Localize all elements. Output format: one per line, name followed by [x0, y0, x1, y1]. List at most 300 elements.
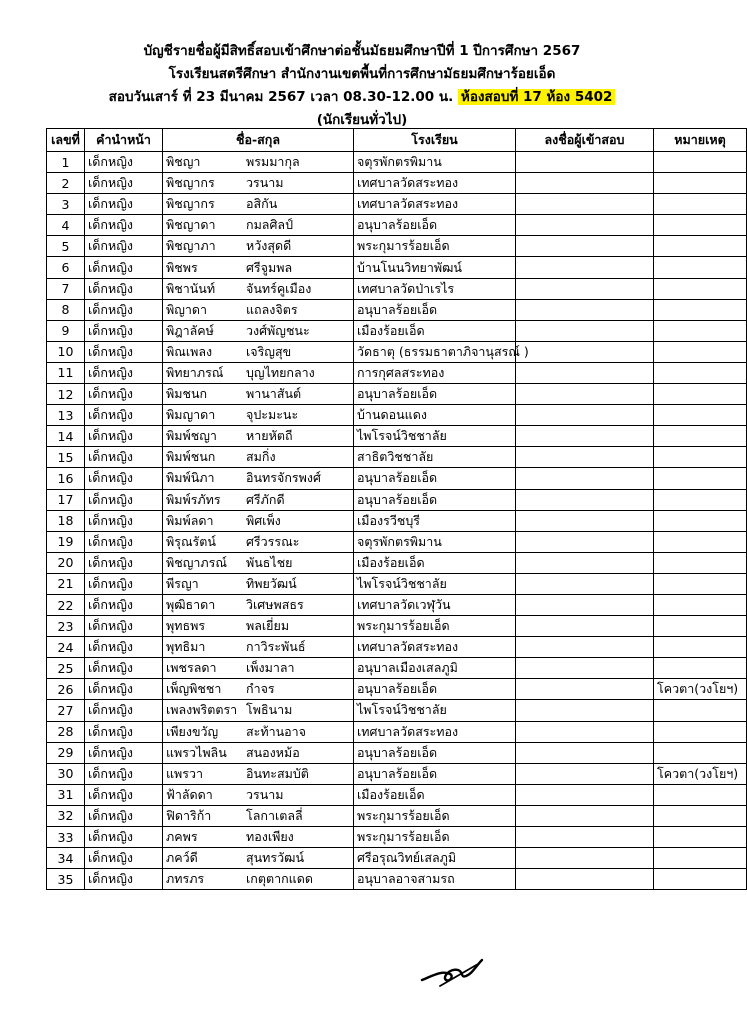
row-prefix: เด็กหญิง	[85, 320, 163, 341]
last-name: อสิกัน	[246, 196, 278, 212]
row-prefix: เด็กหญิง	[85, 489, 163, 510]
row-signature	[516, 827, 654, 848]
table-row	[47, 637, 747, 658]
row-school: เมืองร้อยเอ็ด	[354, 552, 516, 573]
row-signature	[516, 384, 654, 405]
row-prefix: เด็กหญิง	[85, 869, 163, 890]
row-prefix: เด็กหญิง	[85, 510, 163, 531]
row-school: อนุบาลร้อยเอ็ด	[354, 679, 516, 700]
last-name: เพ็งมาลา	[246, 660, 295, 676]
table-row	[47, 721, 747, 742]
table-row	[47, 552, 747, 573]
row-school: จตุรพักตรพิมาน	[354, 531, 516, 552]
row-number: 3	[47, 194, 85, 215]
row-school: เทศบาลวัดเวฬุวัน	[354, 594, 516, 615]
row-prefix: เด็กหญิง	[85, 152, 163, 173]
first-name: ฟิดาริก้า	[166, 807, 212, 823]
row-prefix: เด็กหญิง	[85, 173, 163, 194]
first-name: ภคว์ดี	[166, 850, 198, 866]
row-prefix: เด็กหญิง	[85, 362, 163, 383]
first-name: เพียงขวัญ	[166, 723, 219, 739]
table-row	[47, 215, 747, 236]
row-remarks	[654, 320, 747, 341]
row-number: 20	[47, 552, 85, 573]
first-name: ภคพร	[166, 829, 198, 845]
first-name: พิชานันท์	[166, 280, 216, 296]
row-number: 4	[47, 215, 85, 236]
row-remarks	[654, 152, 747, 173]
row-name	[163, 827, 354, 848]
row-remarks	[654, 278, 747, 299]
row-number: 16	[47, 468, 85, 489]
last-name: ศรีจูมพล	[246, 259, 293, 275]
table-row	[47, 405, 747, 426]
row-school: สาธิตวิชชาลัย	[354, 447, 516, 468]
row-signature	[516, 637, 654, 658]
exam-date: สอบวันเสาร์ ที่ 23 มีนาคม 2567 เวลา 08.30-12.00 น.	[108, 89, 454, 105]
first-name: พุทธพร	[166, 618, 206, 634]
row-number: 35	[47, 869, 85, 890]
header-prefix: คำนำหน้า	[85, 129, 163, 152]
row-name	[163, 763, 354, 784]
row-name	[163, 384, 354, 405]
row-prefix: เด็กหญิง	[85, 679, 163, 700]
row-prefix: เด็กหญิง	[85, 784, 163, 805]
row-signature	[516, 531, 654, 552]
row-number: 2	[47, 173, 85, 194]
row-school: พระกุมารร้อยเอ็ด	[354, 805, 516, 826]
row-signature	[516, 299, 654, 320]
row-number: 22	[47, 594, 85, 615]
row-number: 17	[47, 489, 85, 510]
row-signature	[516, 405, 654, 426]
first-name: พิชญาภรณ์	[166, 554, 227, 570]
last-name: โลกาเตลลี่	[246, 807, 303, 823]
row-signature	[516, 257, 654, 278]
row-number: 19	[47, 531, 85, 552]
row-prefix: เด็กหญิง	[85, 552, 163, 573]
row-school: เมืองร้อยเอ็ด	[354, 784, 516, 805]
row-remarks	[654, 405, 747, 426]
row-number: 9	[47, 320, 85, 341]
row-number: 14	[47, 426, 85, 447]
row-signature	[516, 784, 654, 805]
header-signature: ลงชื่อผู้เข้าสอบ	[516, 129, 654, 152]
row-prefix: เด็กหญิง	[85, 447, 163, 468]
last-name: ศรีวรรณะ	[246, 533, 300, 549]
header-name: ชื่อ-สกุล	[163, 129, 354, 152]
row-remarks	[654, 341, 747, 362]
row-number: 21	[47, 573, 85, 594]
row-name	[163, 299, 354, 320]
row-remarks	[654, 700, 747, 721]
row-school: พระกุมารร้อยเอ็ด	[354, 616, 516, 637]
row-prefix: เด็กหญิง	[85, 763, 163, 784]
last-name: วรนาม	[246, 786, 284, 802]
last-name: เกตุตากแดด	[246, 871, 313, 887]
title-line: บัญชีรายชื่อผู้มีสิทธิ์สอบเข้าศึกษาต่อชั้นมัธยมศึกษาปีที่ 1 ปีการศึกษา 2567	[143, 43, 581, 59]
table-row	[47, 573, 747, 594]
row-name	[163, 215, 354, 236]
row-remarks	[654, 236, 747, 257]
row-name	[163, 679, 354, 700]
row-school: บ้านโนนวิทยาพัฒน์	[354, 257, 516, 278]
table-row	[47, 763, 747, 784]
row-school: อนุบาลร้อยเอ็ด	[354, 468, 516, 489]
last-name: กมลศิลป์	[246, 217, 293, 233]
row-number: 15	[47, 447, 85, 468]
row-number: 33	[47, 827, 85, 848]
row-school: เมืองรวีชบุรี	[354, 510, 516, 531]
row-prefix: เด็กหญิง	[85, 721, 163, 742]
row-remarks	[654, 510, 747, 531]
last-name: สะท้านอาจ	[246, 723, 306, 739]
row-number: 25	[47, 658, 85, 679]
row-number: 8	[47, 299, 85, 320]
row-name	[163, 173, 354, 194]
last-name: กำจร	[246, 681, 275, 697]
row-name	[163, 194, 354, 215]
row-prefix: เด็กหญิง	[85, 805, 163, 826]
table-row	[47, 384, 747, 405]
row-name	[163, 278, 354, 299]
table-row	[47, 173, 747, 194]
first-name: พิฎาลัคษ์	[166, 322, 214, 338]
row-signature	[516, 152, 654, 173]
header-no: เลขที่	[47, 129, 85, 152]
first-name: พิมญาดา	[166, 407, 216, 423]
row-remarks	[654, 362, 747, 383]
row-school: อนุบาลร้อยเอ็ด	[354, 763, 516, 784]
table-row	[47, 658, 747, 679]
row-prefix: เด็กหญิง	[85, 700, 163, 721]
first-name: เพชรลดา	[166, 660, 217, 676]
row-school: พระกุมารร้อยเอ็ด	[354, 236, 516, 257]
row-remarks	[654, 573, 747, 594]
row-number: 11	[47, 362, 85, 383]
row-remarks	[654, 784, 747, 805]
row-number: 31	[47, 784, 85, 805]
table-row	[47, 616, 747, 637]
row-number: 23	[47, 616, 85, 637]
row-remarks	[654, 552, 747, 573]
row-prefix: เด็กหญิง	[85, 215, 163, 236]
table-row	[47, 489, 747, 510]
row-school: อนุบาลร้อยเอ็ด	[354, 742, 516, 763]
row-school: บ้านดอนแดง	[354, 405, 516, 426]
row-prefix: เด็กหญิง	[85, 616, 163, 637]
row-signature	[516, 552, 654, 573]
row-school: วัดธาตุ (ธรรมธาตาภิจานุสรณ์ )	[354, 341, 516, 362]
row-signature	[516, 658, 654, 679]
first-name: พิณเพลง	[166, 343, 213, 359]
header-remarks: หมายเหตุ	[654, 129, 747, 152]
row-name	[163, 637, 354, 658]
row-prefix: เด็กหญิง	[85, 341, 163, 362]
table-row	[47, 152, 747, 173]
table-row	[47, 426, 747, 447]
row-number: 12	[47, 384, 85, 405]
first-name: พิชพร	[166, 259, 198, 275]
row-remarks	[654, 299, 747, 320]
table-row	[47, 742, 747, 763]
table-row	[47, 194, 747, 215]
row-prefix: เด็กหญิง	[85, 405, 163, 426]
table-body	[47, 152, 747, 890]
row-name	[163, 784, 354, 805]
last-name: สุนทรวัฒน์	[246, 850, 304, 866]
row-number: 6	[47, 257, 85, 278]
table-row	[47, 805, 747, 826]
row-school: เทศบาลวัดสระทอง	[354, 637, 516, 658]
last-name: สนองหม้อ	[246, 744, 300, 760]
table-row	[47, 341, 747, 362]
row-number: 5	[47, 236, 85, 257]
row-prefix: เด็กหญิง	[85, 531, 163, 552]
last-name: วิเศษพสธร	[246, 597, 304, 613]
first-name: พิรุณรัตน์	[166, 533, 216, 549]
table-row	[47, 299, 747, 320]
row-name	[163, 257, 354, 278]
last-name: เจริญสุข	[246, 343, 292, 359]
last-name: ศรีภักดี	[246, 491, 285, 507]
row-signature	[516, 320, 654, 341]
row-remarks	[654, 447, 747, 468]
table-row	[47, 784, 747, 805]
category-line: (นักเรียนทั่วไป)	[316, 112, 408, 128]
last-name: สมกิ่ง	[246, 449, 276, 465]
school-line: โรงเรียนสตรีศึกษา สำนักงานเขตพื้นที่การศึกษามัธยมศึกษาร้อยเอ็ด	[168, 66, 556, 82]
row-name	[163, 742, 354, 763]
first-name: พิมพ์ชนก	[166, 449, 216, 465]
row-school: อนุบาลร้อยเอ็ด	[354, 215, 516, 236]
first-name: พุทธิมา	[166, 639, 206, 655]
table-row	[47, 362, 747, 383]
row-signature	[516, 594, 654, 615]
last-name: พรมมากุล	[246, 154, 300, 170]
row-name	[163, 510, 354, 531]
row-number: 10	[47, 341, 85, 362]
row-number: 18	[47, 510, 85, 531]
row-signature	[516, 848, 654, 869]
row-prefix: เด็กหญิง	[85, 278, 163, 299]
row-signature	[516, 426, 654, 447]
last-name: วรนาม	[246, 175, 284, 191]
row-remarks	[654, 637, 747, 658]
row-signature	[516, 573, 654, 594]
table-row	[47, 447, 747, 468]
row-signature	[516, 173, 654, 194]
row-school: อนุบาลอาจสามรถ	[354, 869, 516, 890]
row-remarks: โควตา(วงโยฯ)	[654, 763, 747, 784]
last-name: หวังสุดดี	[246, 238, 292, 254]
row-prefix: เด็กหญิง	[85, 594, 163, 615]
row-name	[163, 805, 354, 826]
table-header-row	[47, 129, 747, 152]
row-prefix: เด็กหญิง	[85, 468, 163, 489]
last-name: จันทร์คูเมือง	[246, 280, 312, 296]
table-row	[47, 848, 747, 869]
last-name: พลเยี่ยม	[246, 618, 290, 634]
row-remarks	[654, 805, 747, 826]
row-signature	[516, 362, 654, 383]
first-name: เพ็ญพิชชา	[166, 681, 222, 697]
row-number: 26	[47, 679, 85, 700]
row-name	[163, 573, 354, 594]
row-remarks	[654, 531, 747, 552]
row-name	[163, 552, 354, 573]
student-table	[46, 128, 747, 890]
row-signature	[516, 742, 654, 763]
last-name: วงศ์พัญชนะ	[246, 322, 310, 338]
row-school: ไพโรจน์วิชชาลัย	[354, 573, 516, 594]
row-number: 32	[47, 805, 85, 826]
row-prefix: เด็กหญิง	[85, 637, 163, 658]
row-prefix: เด็กหญิง	[85, 194, 163, 215]
row-number: 29	[47, 742, 85, 763]
row-signature	[516, 341, 654, 362]
row-prefix: เด็กหญิง	[85, 299, 163, 320]
first-name: ภทรภร	[166, 871, 205, 887]
row-remarks	[654, 489, 747, 510]
table-row	[47, 236, 747, 257]
row-name	[163, 320, 354, 341]
row-signature	[516, 763, 654, 784]
row-name	[163, 447, 354, 468]
row-signature	[516, 489, 654, 510]
row-name	[163, 468, 354, 489]
row-number: 1	[47, 152, 85, 173]
first-name: พิชญากร	[166, 196, 215, 212]
row-remarks	[654, 869, 747, 890]
row-signature	[516, 194, 654, 215]
row-remarks	[654, 721, 747, 742]
row-school: เทศบาลวัดสระทอง	[354, 194, 516, 215]
last-name: อินทะสมบัติ	[246, 765, 309, 781]
row-name	[163, 848, 354, 869]
row-remarks	[654, 426, 747, 447]
row-remarks	[654, 215, 747, 236]
row-remarks	[654, 468, 747, 489]
row-signature	[516, 869, 654, 890]
row-number: 7	[47, 278, 85, 299]
row-school: จตุรพักตรพิมาน	[354, 152, 516, 173]
row-remarks	[654, 658, 747, 679]
row-signature	[516, 721, 654, 742]
row-name	[163, 362, 354, 383]
row-school: การกุศลสระทอง	[354, 362, 516, 383]
row-signature	[516, 510, 654, 531]
row-prefix: เด็กหญิง	[85, 742, 163, 763]
row-name	[163, 721, 354, 742]
row-prefix: เด็กหญิง	[85, 848, 163, 869]
row-school: อนุบาลร้อยเอ็ด	[354, 299, 516, 320]
row-prefix: เด็กหญิง	[85, 658, 163, 679]
last-name: หายหัตถี	[246, 428, 293, 444]
row-name	[163, 658, 354, 679]
row-prefix: เด็กหญิง	[85, 573, 163, 594]
row-school: เทศบาลวัดสระทอง	[354, 173, 516, 194]
row-prefix: เด็กหญิง	[85, 426, 163, 447]
first-name: พีรญา	[166, 575, 199, 591]
first-name: พิชญาภา	[166, 238, 216, 254]
row-number: 24	[47, 637, 85, 658]
first-name: พิชญา	[166, 154, 201, 170]
last-name: ทองเพียง	[246, 829, 294, 845]
first-name: พิมพ์ลดา	[166, 512, 214, 528]
row-prefix: เด็กหญิง	[85, 827, 163, 848]
row-remarks: โควตา(วงโยฯ)	[654, 679, 747, 700]
first-name: แพรวไพลิน	[166, 744, 227, 760]
row-number: 13	[47, 405, 85, 426]
row-school: ศรีอรุณวิทย์เสลภูมิ	[354, 848, 516, 869]
exam-room: ห้องสอบที่ 17 ห้อง 5402	[458, 89, 615, 105]
first-name: พิมพ์รภัทร	[166, 491, 221, 507]
first-name: แพรวา	[166, 765, 204, 781]
row-name	[163, 594, 354, 615]
table-row	[47, 531, 747, 552]
table-row	[47, 679, 747, 700]
last-name: ทิพยวัฒน์	[246, 575, 297, 591]
row-remarks	[654, 594, 747, 615]
row-school: อนุบาลร้อยเอ็ด	[354, 384, 516, 405]
header-school: โรงเรียน	[354, 129, 516, 152]
row-signature	[516, 468, 654, 489]
row-school: พระกุมารร้อยเอ็ด	[354, 827, 516, 848]
table-row	[47, 320, 747, 341]
row-signature	[516, 616, 654, 637]
row-name	[163, 405, 354, 426]
first-name: พิชญากร	[166, 175, 215, 191]
table-row	[47, 700, 747, 721]
row-name	[163, 869, 354, 890]
date-line	[0, 86, 724, 109]
row-name	[163, 700, 354, 721]
row-name	[163, 616, 354, 637]
row-name	[163, 341, 354, 362]
row-prefix: เด็กหญิง	[85, 236, 163, 257]
last-name: โพธินาม	[246, 702, 293, 718]
row-school: อนุบาลร้อยเอ็ด	[354, 489, 516, 510]
row-remarks	[654, 257, 747, 278]
last-name: พันธไชย	[246, 554, 293, 570]
last-name: กาวิระพันธ์	[246, 639, 306, 655]
row-remarks	[654, 173, 747, 194]
last-name: บุญไทยกลาง	[246, 364, 315, 380]
row-prefix: เด็กหญิง	[85, 384, 163, 405]
first-name: พิมพ์นิภา	[166, 470, 215, 486]
last-name: พิศเพ็ง	[246, 512, 281, 528]
last-name: อินทรจักรพงศ์	[246, 470, 321, 486]
row-name	[163, 236, 354, 257]
row-name	[163, 489, 354, 510]
row-school: เทศบาลวัดป่าเรไร	[354, 278, 516, 299]
row-name	[163, 426, 354, 447]
row-signature	[516, 236, 654, 257]
first-name: พิญาดา	[166, 301, 208, 317]
row-remarks	[654, 827, 747, 848]
row-school: ไพโรจน์วิชชาลัย	[354, 426, 516, 447]
signature-mark	[420, 950, 490, 990]
table-row	[47, 510, 747, 531]
row-remarks	[654, 848, 747, 869]
last-name: จุปะมะนะ	[246, 407, 299, 423]
first-name: พิทยาภรณ์	[166, 364, 224, 380]
row-signature	[516, 700, 654, 721]
table-row	[47, 257, 747, 278]
last-name: แถลงจิตร	[246, 301, 298, 317]
row-signature	[516, 278, 654, 299]
